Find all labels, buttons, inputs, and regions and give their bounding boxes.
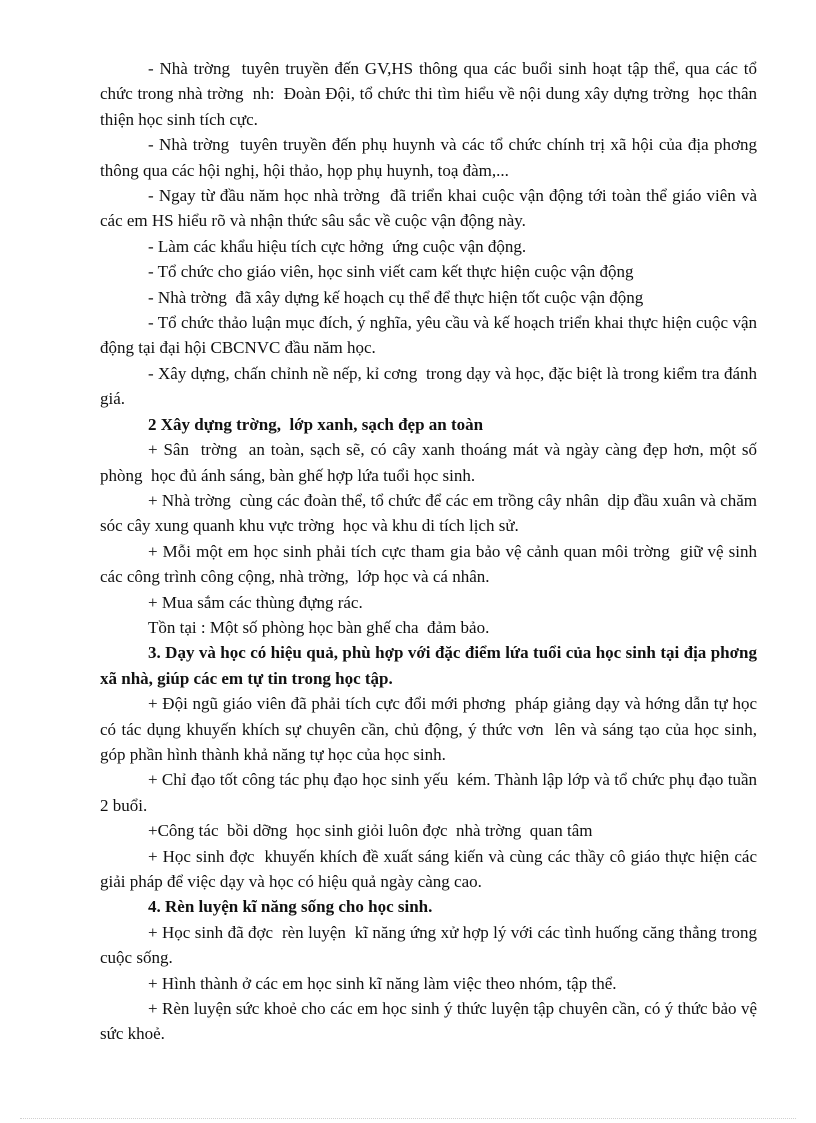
paragraph: + Hình thành ở các em học sinh kĩ năng làm việc theo nhóm, tập thể. — [148, 973, 617, 993]
paragraph: - Tổ chức thảo luận mục đích, ý nghĩa, yêu cầu và kế hoạch triển khai thực hiện cuộc vận động tại đại hội CBCNVC đầu năm học. — [100, 313, 762, 358]
paragraph: + Nhà trờng cùng các đoàn thể, tổ chức để các em trồng cây nhân dịp đầu xuân và chăm sóc cây xung quanh khu vực trờng học và khu di tích lịch sử. — [100, 490, 762, 536]
paragraph: - Ngay từ đầu năm học nhà trờng đã triển khai cuộc vận động tới toàn thể giáo viên và các em HS hiểu rõ và nhận thức sâu sắc về cuộc vận động này. — [100, 186, 762, 231]
section-heading: 4. Rèn luyện kĩ năng sống cho học sinh. — [148, 897, 433, 917]
page-bottom-divider — [20, 1118, 796, 1119]
paragraph: Tồn tại : Một số phòng học bàn ghế cha đảm bảo. — [148, 617, 490, 637]
paragraph: - Nhà trờng tuyên truyền đến phụ huynh và các tổ chức chính trị xã hội của địa phơng thông qua các hội nghị, hội thảo, họp phụ huynh, toạ đàm,... — [100, 135, 766, 180]
paragraph: + Học sinh đã đợc rèn luyện kĩ năng ứng xử hợp lý với các tình huống căng thẳng trong cuộc sống. — [100, 922, 762, 968]
paragraph: - Tổ chức cho giáo viên, học sinh viết cam kết thực hiện cuộc vận động — [148, 262, 634, 282]
paragraph: + Chỉ đạo tốt công tác phụ đạo học sinh yếu kém. Thành lập lớp và tổ chức phụ đạo tuần 2 buổi. — [100, 770, 762, 815]
document-page — [100, 56, 766, 1047]
paragraph: + Mua sắm các thùng đựng rác. — [148, 592, 363, 612]
paragraph: + Sân trờng an toàn, sạch sẽ, có cây xanh thoáng mát và ngày càng đẹp hơn, một số phòng học đủ ánh sáng, bàn ghế hợp lứa tuổi học sinh. — [100, 440, 762, 485]
paragraph: + Mỗi một em học sinh phải tích cực tham gia bảo vệ cảnh quan môi trờng giữ vệ sinh các công trình công cộng, nhà trờng, lớp học và cá nhân. — [100, 541, 762, 587]
paragraph: + Đội ngũ giáo viên đã phải tích cực đổi mới phơng pháp giảng dạy và hớng dẫn tự học có tác dụng khuyến khích sự chuyên cần, chủ động, ý thức vơn lên và sáng tạo của học sinh, góp phần hình thành khả năng tự học của học sinh. — [100, 694, 762, 764]
paragraph: + Rèn luyện sức khoẻ cho các em học sinh ý thức luyện tập chuyên cần, có ý thức bảo vệ sức khoẻ. — [100, 999, 762, 1044]
paragraph: - Nhà trờng đã xây dựng kế hoạch cụ thể để thực hiện tốt cuộc vận động — [148, 287, 644, 307]
paragraph: + Học sinh đợc khuyến khích đề xuất sáng kiến và cùng các thầy cô giáo thực hiện các giải pháp để việc dạy và học có hiệu quả ngày càng cao. — [100, 846, 762, 891]
section-heading: 3. Dạy và học có hiệu quả, phù hợp với đặc điểm lứa tuổi của học sinh tại địa phơng xã nhà, giúp các em tự tin trong học tập. — [100, 643, 766, 688]
paragraph: +Công tác bồi dỡng học sinh giỏi luôn đợc nhà trờng quan tâm — [148, 821, 593, 841]
paragraph: - Xây dựng, chấn chỉnh nề nếp, kỉ cơng trong dạy và học, đặc biệt là trong kiểm tra đánh giá. — [100, 363, 762, 409]
section-heading: 2 Xây dựng trờng, lớp xanh, sạch đẹp an toàn — [148, 414, 484, 434]
paragraph: - Nhà trờng tuyên truyền đến GV,HS thông qua các buổi sinh hoạt tập thể, qua các tổ chức trong nhà trờng nh: Đoàn Đội, tổ chức thi tìm hiểu về nội dung xây dựng trờng học thân thiện học sinh tích cực. — [100, 59, 762, 129]
paragraph: - Làm các khẩu hiệu tích cực hởng ứng cuộc vận động. — [148, 236, 527, 256]
